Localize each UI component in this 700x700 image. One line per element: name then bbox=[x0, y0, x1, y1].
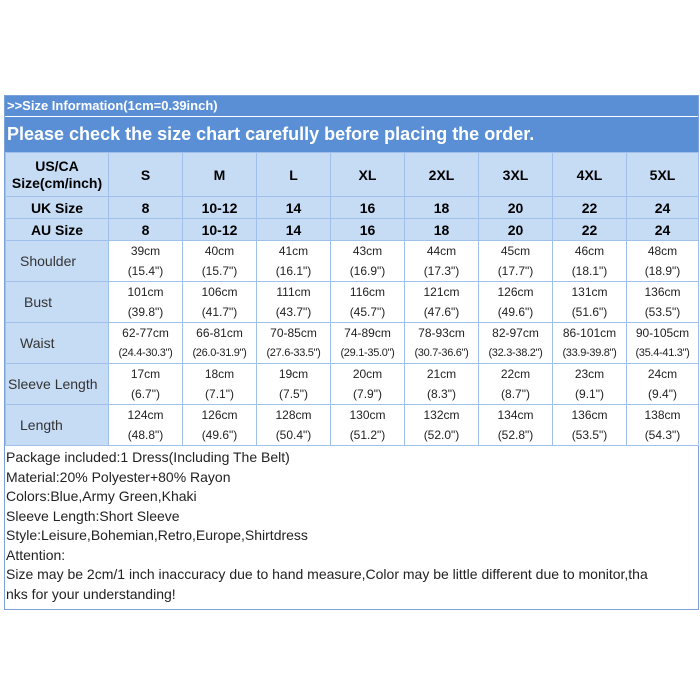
package-note: Package included:1 Dress(Including The Belt) bbox=[6, 449, 290, 465]
au-size-cell: 20 bbox=[479, 219, 553, 241]
measurement-inch: (7.1") bbox=[205, 387, 234, 401]
measurement-cell bbox=[479, 364, 553, 405]
measurement-inch: (35.4-41.3") bbox=[635, 347, 690, 359]
measurement-cell bbox=[331, 323, 405, 364]
measurement-inch: (8.7") bbox=[501, 387, 530, 401]
au-size-cell: 8 bbox=[109, 219, 183, 241]
measurement-cm: 74-89cm bbox=[344, 326, 391, 340]
measurement-inch: (50.4") bbox=[275, 428, 312, 442]
disclaimer-line-1: Size may be 2cm/1 inch inaccuracy due to hand measure,Color may be little different due to monitor,tha bbox=[6, 566, 648, 582]
au-size-label: AU Size bbox=[6, 219, 109, 241]
measurement-cm: 86-101cm bbox=[562, 326, 617, 340]
measurement-label: Sleeve Length bbox=[6, 364, 109, 405]
measurement-inch: (17.3") bbox=[423, 264, 460, 278]
measurement-label: Length bbox=[6, 405, 109, 446]
measurement-cell bbox=[257, 282, 331, 323]
measurement-cell bbox=[109, 323, 183, 364]
measurement-inch: (51.2") bbox=[349, 428, 386, 442]
measurement-inch: (32.3-38.2") bbox=[488, 347, 543, 359]
measurement-cell bbox=[109, 282, 183, 323]
uk-size-cell: 14 bbox=[257, 197, 331, 219]
sleeve-note: Sleeve Length:Short Sleeve bbox=[6, 507, 180, 524]
measurement-cm: 121cm bbox=[423, 285, 460, 299]
measurement-inch: (27.6-33.5") bbox=[266, 347, 321, 359]
disclaimer-line-2: nks for your understanding! bbox=[6, 585, 176, 602]
measurement-cell bbox=[183, 405, 257, 446]
size-header: XL bbox=[331, 153, 405, 197]
measurement-cell bbox=[627, 241, 699, 282]
measurement-cell bbox=[257, 405, 331, 446]
measurement-inch: (39.8") bbox=[127, 305, 164, 319]
attention-note: Attention: bbox=[6, 546, 66, 563]
measurement-inch: (15.7") bbox=[201, 264, 238, 278]
size-row-label-line1: US/CA bbox=[35, 157, 79, 174]
au-size-cell: 10-12 bbox=[183, 219, 257, 241]
measurement-cm: 40cm bbox=[204, 244, 235, 258]
measurement-cell bbox=[109, 405, 183, 446]
measurement-cell bbox=[183, 323, 257, 364]
measurement-cell bbox=[479, 405, 553, 446]
measurement-cm: 124cm bbox=[127, 408, 164, 422]
measurement-cm: 134cm bbox=[497, 408, 534, 422]
size-header: M bbox=[183, 153, 257, 197]
uk-size-cell: 8 bbox=[109, 197, 183, 219]
au-size-cell: 24 bbox=[627, 219, 699, 241]
measurement-row bbox=[6, 241, 699, 282]
measurement-inch: (54.3") bbox=[644, 428, 681, 442]
measurement-inch: (53.5") bbox=[644, 305, 681, 319]
measurement-cell bbox=[183, 241, 257, 282]
measurement-inch: (8.3") bbox=[427, 387, 456, 401]
measurement-row bbox=[6, 364, 699, 405]
measurement-cm: 66-81cm bbox=[196, 326, 243, 340]
uk-size-cell: 20 bbox=[479, 197, 553, 219]
size-info-header: >>Size Information(1cm=0.39inch) bbox=[5, 96, 698, 116]
measurement-cell bbox=[331, 364, 405, 405]
measurement-inch: (43.7") bbox=[275, 305, 312, 319]
au-size-cell: 16 bbox=[331, 219, 405, 241]
measurement-inch: (18.9") bbox=[644, 264, 681, 278]
au-size-cell: 18 bbox=[405, 219, 479, 241]
measurement-cm: 128cm bbox=[275, 408, 312, 422]
measurement-cell bbox=[553, 323, 627, 364]
measurement-inch: (26.0-31.9") bbox=[192, 347, 247, 359]
measurement-inch: (29.1-35.0") bbox=[340, 347, 395, 359]
measurement-inch: (30.7-36.6") bbox=[414, 347, 469, 359]
measurement-cell bbox=[553, 364, 627, 405]
measurement-inch: (41.7") bbox=[201, 305, 238, 319]
uk-size-cell: 16 bbox=[331, 197, 405, 219]
measurement-cell bbox=[331, 241, 405, 282]
measurement-inch: (24.4-30.3") bbox=[118, 347, 173, 359]
measurement-cm: 20cm bbox=[352, 367, 383, 381]
measurement-inch: (17.7") bbox=[497, 264, 534, 278]
size-header: 5XL bbox=[627, 153, 699, 197]
measurement-inch: (18.1") bbox=[571, 264, 608, 278]
measurement-cm: 17cm bbox=[130, 367, 161, 381]
material-note: Material:20% Polyester+80% Rayon bbox=[6, 468, 231, 485]
measurement-cm: 126cm bbox=[497, 285, 534, 299]
measurement-cm: 18cm bbox=[204, 367, 235, 381]
measurement-inch: (52.0") bbox=[423, 428, 460, 442]
measurement-cell bbox=[109, 241, 183, 282]
measurement-label: Bust bbox=[6, 282, 109, 323]
measurement-inch: (9.4") bbox=[648, 387, 677, 401]
measurement-cm: 62-77cm bbox=[122, 326, 169, 340]
measurement-cell bbox=[553, 241, 627, 282]
measurement-cm: 21cm bbox=[426, 367, 457, 381]
measurement-inch: (7.5") bbox=[279, 387, 308, 401]
measurement-row bbox=[6, 405, 699, 446]
measurement-cell bbox=[479, 282, 553, 323]
measurement-inch: (7.9") bbox=[353, 387, 382, 401]
size-table bbox=[5, 152, 699, 446]
measurement-cm: 136cm bbox=[644, 285, 681, 299]
measurement-cell bbox=[553, 405, 627, 446]
size-row-label-line2: Size(cm/inch) bbox=[11, 174, 103, 191]
measurement-cm: 22cm bbox=[500, 367, 531, 381]
measurement-inch: (15.4") bbox=[127, 264, 164, 278]
measurement-cm: 130cm bbox=[349, 408, 386, 422]
measurement-cm: 24cm bbox=[647, 367, 678, 381]
measurement-inch: (45.7") bbox=[349, 305, 386, 319]
measurement-label: Shoulder bbox=[6, 241, 109, 282]
measurement-cm: 106cm bbox=[201, 285, 238, 299]
size-header: L bbox=[257, 153, 331, 197]
measurement-cell bbox=[405, 323, 479, 364]
measurement-cm: 39cm bbox=[130, 244, 161, 258]
measurement-inch: (53.5") bbox=[571, 428, 608, 442]
measurement-cm: 45cm bbox=[500, 244, 531, 258]
uk-size-row bbox=[6, 197, 699, 219]
measurement-cm: 48cm bbox=[647, 244, 678, 258]
measurement-cm: 126cm bbox=[201, 408, 238, 422]
measurement-cell bbox=[257, 364, 331, 405]
size-header: 3XL bbox=[479, 153, 553, 197]
measurement-cm: 136cm bbox=[571, 408, 608, 422]
measurement-cm: 131cm bbox=[571, 285, 608, 299]
measurement-inch: (49.6") bbox=[497, 305, 534, 319]
measurement-cm: 46cm bbox=[574, 244, 605, 258]
measurement-cm: 132cm bbox=[423, 408, 460, 422]
size-header: 2XL bbox=[405, 153, 479, 197]
size-row-label bbox=[6, 153, 109, 197]
measurement-inch: (16.9") bbox=[349, 264, 386, 278]
measurement-row bbox=[6, 323, 699, 364]
measurement-inch: (49.6") bbox=[201, 428, 238, 442]
measurement-inch: (51.6") bbox=[571, 305, 608, 319]
measurement-cell bbox=[331, 405, 405, 446]
measurement-inch: (6.7") bbox=[131, 387, 160, 401]
measurement-cell bbox=[257, 241, 331, 282]
measurement-cell bbox=[405, 241, 479, 282]
au-size-cell: 14 bbox=[257, 219, 331, 241]
product-notes bbox=[5, 446, 698, 609]
measurement-cm: 90-105cm bbox=[635, 326, 690, 340]
measurement-cm: 44cm bbox=[426, 244, 457, 258]
measurement-cell bbox=[405, 282, 479, 323]
uk-size-cell: 18 bbox=[405, 197, 479, 219]
measurement-cm: 82-97cm bbox=[492, 326, 539, 340]
size-header-row bbox=[6, 153, 699, 197]
measurement-cm: 43cm bbox=[352, 244, 383, 258]
uk-size-label: UK Size bbox=[6, 197, 109, 219]
measurement-inch: (16.1") bbox=[275, 264, 312, 278]
measurement-cell bbox=[479, 323, 553, 364]
size-header: 4XL bbox=[553, 153, 627, 197]
colors-note: Colors:Blue,Army Green,Khaki bbox=[6, 488, 197, 504]
measurement-cm: 78-93cm bbox=[418, 326, 465, 340]
measurement-cell bbox=[627, 364, 699, 405]
uk-size-cell: 24 bbox=[627, 197, 699, 219]
measurement-cell bbox=[553, 282, 627, 323]
size-header: S bbox=[109, 153, 183, 197]
measurement-cm: 23cm bbox=[574, 367, 605, 381]
measurement-cm: 138cm bbox=[644, 408, 681, 422]
measurement-cm: 70-85cm bbox=[270, 326, 317, 340]
measurement-inch: (33.9-39.8") bbox=[562, 347, 617, 359]
measurement-inch: (47.6") bbox=[423, 305, 460, 319]
measurement-cm: 116cm bbox=[349, 285, 386, 299]
measurement-cell bbox=[183, 364, 257, 405]
measurement-cm: 41cm bbox=[278, 244, 309, 258]
measurement-cell bbox=[627, 405, 699, 446]
measurement-inch: (52.8") bbox=[497, 428, 534, 442]
measurement-rows bbox=[6, 241, 699, 446]
measurement-cm: 19cm bbox=[278, 367, 309, 381]
size-chart-panel bbox=[4, 95, 699, 610]
measurement-row bbox=[6, 282, 699, 323]
measurement-inch: (9.1") bbox=[575, 387, 604, 401]
measurement-cell bbox=[627, 323, 699, 364]
measurement-cell bbox=[331, 282, 405, 323]
uk-size-cell: 10-12 bbox=[183, 197, 257, 219]
measurement-cell bbox=[627, 282, 699, 323]
measurement-cell bbox=[405, 405, 479, 446]
au-size-row bbox=[6, 219, 699, 241]
style-note: Style:Leisure,Bohemian,Retro,Europe,Shirtdress bbox=[6, 527, 308, 543]
au-size-cell: 22 bbox=[553, 219, 627, 241]
measurement-cell bbox=[257, 323, 331, 364]
measurement-cell bbox=[479, 241, 553, 282]
measurement-cell bbox=[183, 282, 257, 323]
measurement-label: Waist bbox=[6, 323, 109, 364]
measurement-cm: 111cm bbox=[276, 285, 311, 299]
measurement-inch: (48.8") bbox=[127, 428, 164, 442]
measurement-cm: 101cm bbox=[127, 285, 164, 299]
measurement-cell bbox=[405, 364, 479, 405]
size-chart-warning: Please check the size chart carefully before placing the order. bbox=[5, 116, 698, 152]
measurement-cell bbox=[109, 364, 183, 405]
uk-size-cell: 22 bbox=[553, 197, 627, 219]
